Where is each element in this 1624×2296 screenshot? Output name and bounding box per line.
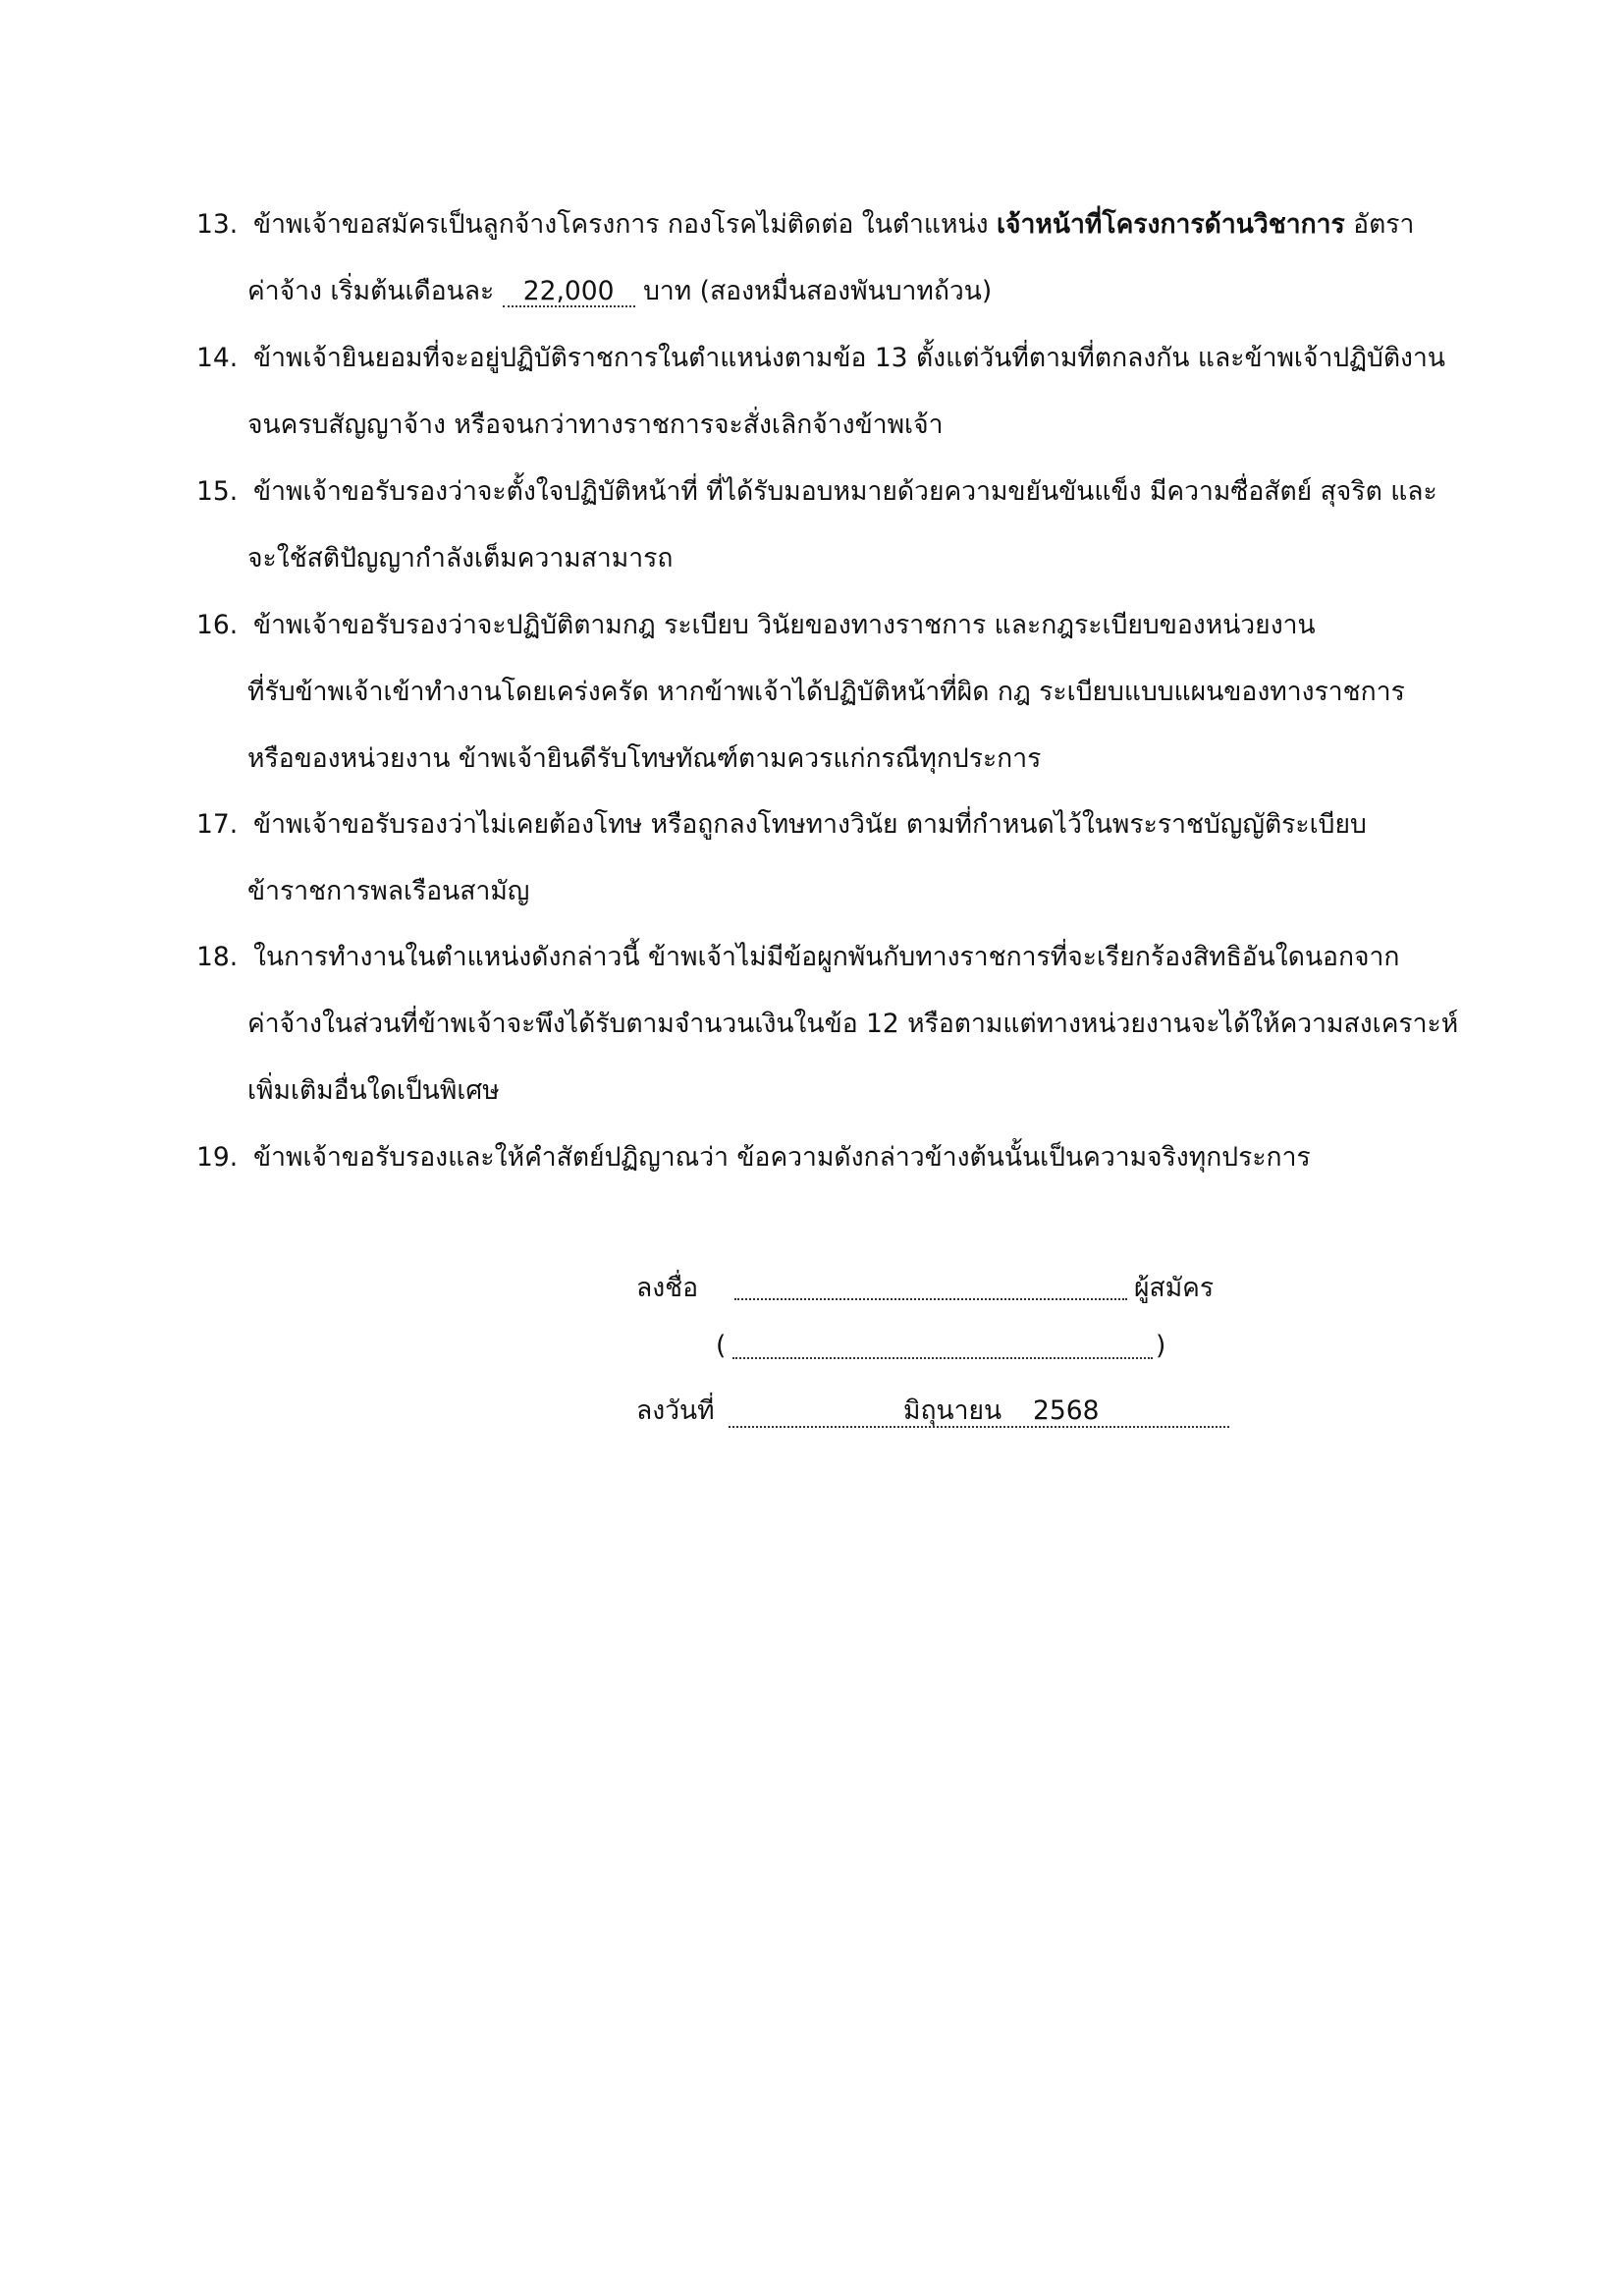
clause-line: ข้าพเจ้าขอรับรองว่าไม่เคยต้องโทษ หรือถูกลงโทษทางวินัย ตามที่กำหนดไว้ในพระราชบัญญัติระเบียบ	[253, 809, 1367, 840]
clause-number: 18.	[196, 942, 239, 972]
clause-line: เพิ่มเติมอื่นใดเป็นพิเศษ	[247, 1075, 500, 1106]
clause-number: 14.	[196, 343, 239, 373]
name-paren-close: )	[1156, 1331, 1166, 1361]
salary-amount: 22,000	[503, 278, 635, 307]
clause-line: ข้าพเจ้าขอรับรองว่าจะตั้งใจปฏิบัติหน้าที่ ที่ได้รับมอบหมายด้วยความขยันขันแข็ง มีความซื่อสัตย์ สุจริต และ	[253, 476, 1437, 507]
clause-line: จนครบสัญญาจ้าง หรือจนกว่าทางราชการจะสั่งเลิกจ้างข้าพเจ้า	[247, 410, 944, 440]
clause-line: ข้าพเจ้าขอสมัครเป็นลูกจ้างโครงการ กองโรคไม่ติดต่อ ในตำแหน่ง เจ้าหน้าที่โครงการด้านวิชาการ อัตรา	[253, 209, 1415, 240]
sign-label: ลงชื่อ	[636, 1273, 699, 1303]
date-month: มิถุนายน	[903, 1395, 1002, 1426]
clause-number: 19.	[196, 1142, 239, 1173]
clause-number: 13.	[196, 209, 239, 240]
clause-number: 16.	[196, 610, 239, 640]
clause-line: ข้าราชการพลเรือนสามัญ	[247, 876, 530, 906]
clause-line: ข้าพเจ้าขอรับรองว่าจะปฏิบัติตามกฎ ระเบียบ วินัยของทางราชการ และกฎระเบียบของหน่วยงาน	[253, 610, 1316, 640]
clause-line: ค่าจ้าง เริ่มต้นเดือนละ 22,000 บาท (สองหมื่นสองพันบาทถ้วน)	[247, 276, 993, 306]
clause-line: ค่าจ้างในส่วนที่ข้าพเจ้าจะพึงได้รับตามจำนวนเงินในข้อ 12 หรือตามแต่ทางหน่วยงานจะได้ให้ความสงเคราะห์	[247, 1009, 1459, 1039]
applicant-label: ผู้สมัคร	[1134, 1273, 1215, 1303]
clause-line: จะใช้สติปัญญากำลังเต็มความสามารถ	[247, 543, 674, 574]
clause-line: ในการทำงานในตำแหน่งดังกล่าวนี้ ข้าพเจ้าไม่มีข้อผูกพันกับทางราชการที่จะเรียกร้องสิทธิอันใดนอกจาก	[253, 942, 1400, 972]
name-paren-open: (	[716, 1331, 727, 1361]
clause-number: 17.	[196, 809, 239, 840]
signature-line[interactable]	[734, 1298, 1127, 1300]
clause-line: หรือของหน่วยงาน ข้าพเจ้ายินดีรับโทษทัณฑ์ตามควรแก่กรณีทุกประการ	[247, 743, 1042, 774]
clause-number: 15.	[196, 476, 239, 507]
printed-name-line[interactable]	[732, 1357, 1153, 1359]
clause-line: ที่รับข้าพเจ้าเข้าทำงานโดยเคร่งครัด หากข้าพเจ้าได้ปฏิบัติหน้าที่ผิด กฎ ระเบียบแบบแผนของทางราชการ	[247, 677, 1405, 707]
position-title: เจ้าหน้าที่โครงการด้านวิชาการ	[996, 209, 1345, 240]
date-label: ลงวันที่	[636, 1395, 715, 1426]
clause-line: ข้าพเจ้ายินยอมที่จะอยู่ปฏิบัติราชการในตำแหน่งตามข้อ 13 ตั้งแต่วันที่ตามที่ตกลงกัน และข้าพเจ้าปฏิบัติงาน	[253, 343, 1445, 373]
clause-line: ข้าพเจ้าขอรับรองและให้คำสัตย์ปฏิญาณว่า ข้อความดังกล่าวข้างต้นนั้นเป็นความจริงทุกประการ	[253, 1142, 1311, 1173]
date-year: 2568	[1033, 1395, 1100, 1426]
